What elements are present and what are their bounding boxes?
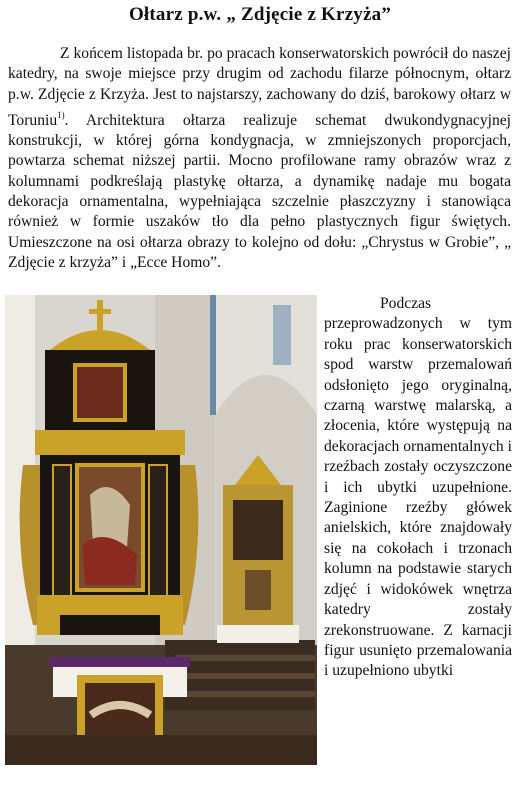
intro-text-2: . Architektura ołtarza realizuje schemat dwukondygnacyjnej konstrukcji, w której górna kondygnacja, w zmniejszonych proporcjach, powtarza schemat niższej partii. Mocno profilowane ramy obrazów wraz z kolumnami podkreślają plastykę ołtarza, a dynamikę nadaje mu bogata dekoracja ornamentalna, wypełniająca szczelnie płaszczyzny i stanowiąca również w formie uszaków tło dla pełno plastycznych figur świętych. Umieszczone na osi ołtarza obrazy to kolejno od dołu: „Chrystus w Grobie”, „ Zdjęcie z krzyża” i „Ecce Homo”. [8, 111, 511, 271]
altar-photo [5, 295, 317, 765]
page-title: Ołtarz p.w. „ Zdjęcie z Krzyża” [128, 4, 392, 25]
side-paragraph [324, 294, 512, 682]
intro-text-1: Z końcem listopada br. po pracach konserwatorskich powrócił do naszej katedry, na swoje miejsce przy drugim od zachodu filarze północnym, ołtarz p.w. Zdjęcie z Krzyża. Jest to najstarszy, zachowany do dziś, barokowy ołtarz w Toruniu [8, 45, 511, 129]
footnote-mark: 1) [57, 109, 65, 120]
side-text: Podczas przeprowadzonych w tym roku prac konserwatorskich spod warstw przemalowań odsłonięto jego oryginalną, czarną warstwę malarską, a złocenia, które występują na dekoracjach ornamentalnych i rzeźbach zostały oczyszczone i ich ubytki uzupełnione. Zaginione rzeźby główek anielskich, które znajdowały się na cokołach i trzonach kolumn na podstawie starych zdjęć i widokówek wnętrza katedry zostały zrekonstruowane. Z karnacji figur usunięto przemalowania i uzupełniono ubytki [324, 295, 512, 680]
intro-paragraph [8, 44, 511, 273]
